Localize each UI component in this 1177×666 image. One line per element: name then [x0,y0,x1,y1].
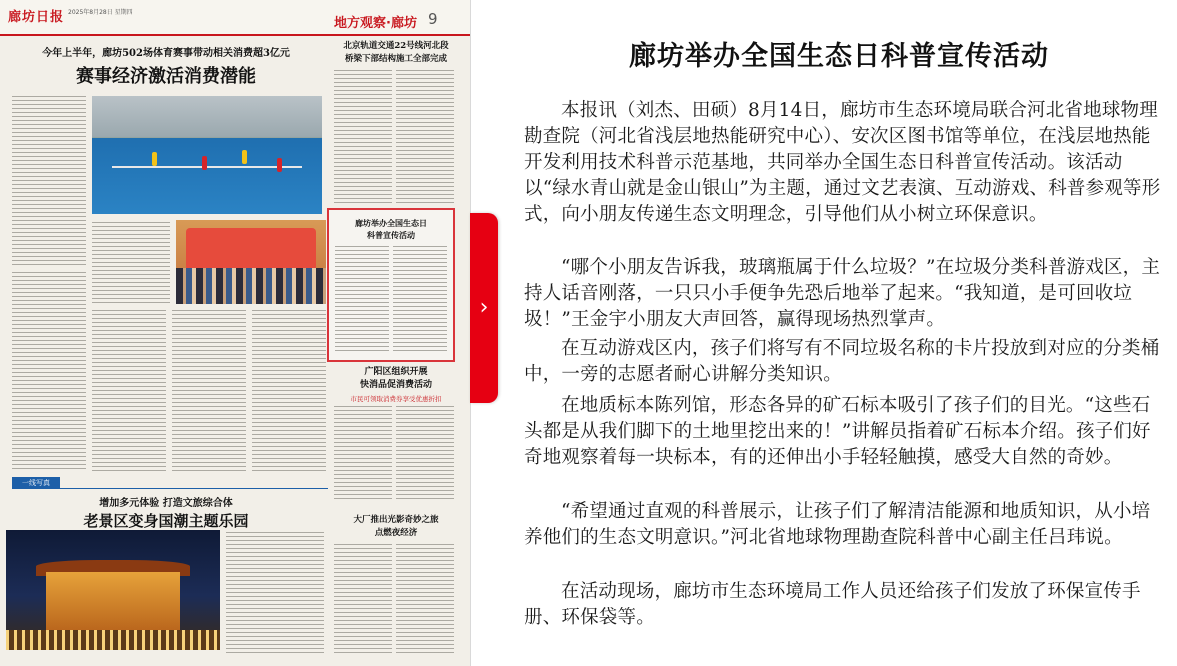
sports-body-text-6 [252,310,326,472]
guangyang-headline-2[interactable]: 快消品促消费活动 [359,380,432,390]
guangyang-subhead: 市民可领取消费券享受优惠折扣 [350,395,442,403]
oldtown-body-text [226,532,324,656]
chevron-right-icon: › [479,295,489,320]
subway-body-text [334,70,392,204]
section-tag: 一线写真 [12,477,60,489]
article-paragraph: 在活动现场，廊坊市生态环境局工作人员还给孩子们发放了环保宣传手册、环保袋等。 [524,581,1141,628]
subway-body-text-2 [396,70,454,204]
article-paragraph: 本报讯（刘杰、田硕）8月14日，廊坊市生态环境局联合河北省地球物理勘查院（河北省浅层地热能研究中心）、安次区图书馆等单位，在浅层地热能开发利用技术科普示范基地，共同举办全国生态日科普宣传活动。该活动以“绿水青山就是金山银山”为主题，通过文艺表演、互动游戏、科普参观等形式，向小朋友传递生态文明理念，引导他们从小树立环保意识。 [524,100,1161,225]
article-paragraph: “哪个小朋友告诉我，玻璃瓶属于什么垃圾？”在垃圾分类科普游戏区，主持人话音刚落，一只只小手便争先恐后地举了起来。“我知道，是可回收垃圾！”王金宇小朋友大声回答，赢得现场热烈掌声。 [524,257,1161,330]
panel-toggle-button[interactable] [470,213,498,403]
article-paragraph: 在地质标本陈列馆，形态各异的矿石标本吸引了孩子们的目光。“这些石头都是从我们脚下的土地里挖出来的！”讲解员指着矿石标本介绍。孩子们好奇地观察着每一块标本，有的还伸出小手轻轻触摸，感受大自然的奇妙。 [524,395,1151,468]
sports-body-text [12,96,86,268]
section-divider [12,488,328,489]
guangyang-body-text-2 [396,406,454,500]
oldtown-headline[interactable]: 老景区变身国潮主题乐园 [83,512,249,530]
highlighted-title-1: 廊坊举办全国生态日 [355,218,427,228]
highlighted-body-text-2 [393,246,447,354]
subway-headline-2[interactable]: 桥梁下部结构施工全部完成 [344,54,447,64]
activity-photo [176,220,326,304]
sports-body-text-3 [12,272,86,472]
sports-body-text-2 [92,222,170,304]
dachang-headline-1[interactable]: 大厂推出光影奇妙之旅 [353,515,439,525]
section-name: 地方观察·廊坊 [334,16,417,31]
guangyang-headline-1[interactable]: 广阳区组织开展 [364,367,428,377]
guangyang-body-text [334,406,392,500]
article-paragraph: “希望通过直观的科普展示，让孩子们了解清洁能源和地质知识，从小培养他们的生态文明意识。”河北省地球物理勘查院科普中心副主任吕玮说。 [524,501,1151,548]
night-scene-photo [6,530,220,650]
dachang-headline-2[interactable]: 点燃夜经济 [374,528,418,538]
article-title: 廊坊举办全国生态日科普宣传活动 [629,41,1049,72]
sports-body-text-4 [92,310,166,472]
article-pane [514,0,1164,666]
article-paragraph: 在互动游戏区内，孩子们将写有不同垃圾名称的卡片投放到对应的分类桶中，一旁的志愿者耐心讲解分类知识。 [524,338,1160,385]
highlighted-body-text [335,246,389,354]
issue-date: 2025年8月28日 星期四 [68,9,133,16]
sports-kicker[interactable]: 今年上半年，廊坊502场体育赛事带动相关消费超3亿元 [42,48,290,59]
sports-photo [92,96,322,214]
highlighted-title-2: 科普宣传活动 [367,230,415,240]
dachang-body-text-2 [396,544,454,656]
dachang-body-text [334,544,392,656]
newspaper-logo: 廊坊日报 [8,10,65,25]
selected-story-highlight[interactable] [327,208,455,362]
page-number: 9 [428,10,438,28]
oldtown-kicker[interactable]: 增加多元体验 打造文旅综合体 [99,498,233,509]
newspaper-page-thumbnail[interactable] [0,0,471,666]
masthead [0,0,470,36]
sports-headline[interactable]: 赛事经济激活消费潜能 [76,66,256,87]
subway-headline-1[interactable]: 北京轨道交通22号线河北段 [343,41,449,51]
sports-body-text-5 [172,310,246,472]
